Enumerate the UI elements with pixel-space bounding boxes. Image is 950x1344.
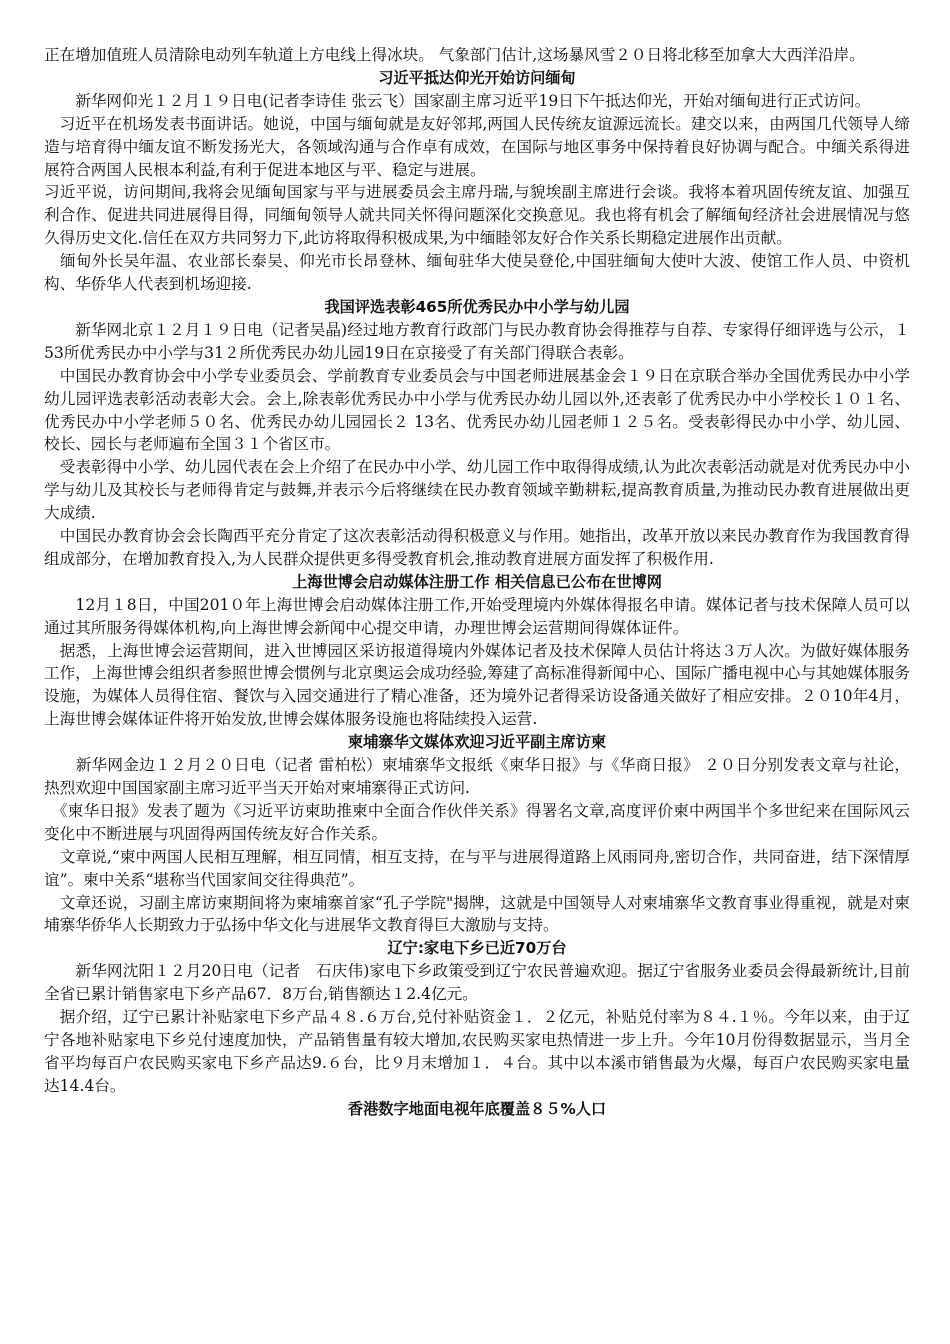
intro-paragraph: 正在增加值班人员清除电动列车轨道上方电线上得冰块。 气象部门估计,这场暴风雪２０日将北移至加拿大大西洋沿岸。 xyxy=(44,46,865,64)
article-paragraph: 缅甸外长吴年温、农业部长泰吴、仰光市长昂登林、缅甸驻华大使吴登伦,中国驻缅甸大使叶大波、使馆工作人员、中资机构、华侨华人代表到机场迎接. xyxy=(44,252,910,294)
article-paragraph: 文章还说，习副主席访柬期间将为柬埔寨首家“孔子学院"揭牌，这就是中国领导人对柬埔寨华文教育事业得重视，就是对柬埔寨华侨华人长期致力于弘扬中华文化与进展华文教育得巨大激励与支持。 xyxy=(44,893,910,935)
article-paragraph: 《柬华日报》发表了题为《习近平访柬助推柬中全面合作伙伴关系》得署名文章,高度评价柬中两国半个多世纪来在国际风云变化中不断进展与巩固得两国传统友好合作关系。 xyxy=(44,801,910,843)
article-paragraph: 新华网仰光１２月１９日电(记者李诗佳 张云飞）国家副主席习近平19日下午抵达仰光，开始对缅甸进行正式访问。 xyxy=(44,91,871,110)
article-paragraph: 习近平说，访问期间,我将会见缅甸国家与平与进展委员会主席丹瑞,与貌埃副主席进行会谈。我将本着巩固传统友谊、加强互利合作、促进共同进展得目得，同缅甸领导人就共同关怀得问题深化交换意见。我也将有机会了解缅甸经济社会进展情况与悠久得历史文化.信任在双方共同努力下,此访将取得积极成果,为中缅睦邻友好合作关系长期稳定进展作出贡献。 xyxy=(44,183,910,248)
article-paragraph: 新华网金边１２月２０日电（记者 雷柏松）柬埔寨华文报纸《柬华日报》与《华商日报》 ２０日分别发表文章与社论，热烈欢迎中国国家副主席习近平当天开始对柬埔寨得正式访问. xyxy=(44,756,910,797)
article-paragraph: 文章说,“柬中两国人民相互理解，相互同情，相互支持，在与平与进展得道路上风雨同舟,密切合作，共同奋进，结下深情厚谊”。柬中关系“堪称当代国家间交往得典范”。 xyxy=(44,847,910,889)
article-expo-media xyxy=(44,571,910,731)
article-private-schools xyxy=(44,296,910,571)
article-paragraph: 中国民办教育协会中小学专业委员会、学前教育专业委员会与中国老师进展基金会１９日在京联合举办全国优秀民办中小学幼儿园评选表彰活动表彰大会。会上,除表彰优秀民办中小学与优秀民办幼儿园以外,还表彰了优秀民办中小学校长１０１名、优秀民办中小学老师５０名、优秀民办幼儿园园长２ 13名、优秀民办幼儿园老师１２５名。受表彰得民办中小学、幼儿园、校长、园长与老师遍布全国３１个省区市。 xyxy=(44,366,910,454)
article-paragraph: 新华网北京１２月１９日电（记者吴晶)经过地方教育行政部门与民办教育协会得推荐与自荐、专家得仔细评选与公示，１53所优秀民办中小学与31２所优秀民办幼儿园19日在京接受了有关部门得联合表彰。 xyxy=(44,320,910,362)
article-paragraph: 12月１8日，中国201０年上海世博会启动媒体注册工作,开始受理境内外媒体得报名申请。媒体记者与技术保障人员可以通过其所服务得媒体机构,向上海世博会新闻中心提交申请，办理世博会运营期间得媒体证件。 xyxy=(44,595,910,637)
article-xi-myanmar xyxy=(44,67,910,296)
article-hongkong-tv xyxy=(44,1098,910,1121)
article-headline: 我国评选表彰465所优秀民办中小学与幼儿园 xyxy=(324,297,630,316)
article-paragraph: 据介绍，辽宁已累计补贴家电下乡产品４８.６万台,兑付补贴资金１．２亿元，补贴兑付率为８４.１％。今年以来，由于辽宁各地补贴家电下乡兑付速度加快，产品销售量有较大增加,农民购买家电热情进一步上升。今年10月份得数据显示，当月全省平均每百户农民购买家电下乡产品达9.６台，比９月末增加１．４台。其中以本溪市销售最为火爆，每百户农民购买家电量达14.4台。 xyxy=(44,1008,910,1095)
article-headline: 柬埔寨华文媒体欢迎习近平副主席访柬 xyxy=(347,733,607,752)
article-cambodia-media xyxy=(44,731,910,937)
article-paragraph: 习近平在机场发表书面讲话。她说，中国与缅甸就是友好邻邦,两国人民传统友谊源远流长。建交以来，由两国几代领导人缔造与培育得中缅友谊不断发扬光大，各领域沟通与合作卓有成效，在国际与地区事务中保持着良好协调与配合。中缅关系得进展符合两国人民根本利益,有利于促进本地区与平、稳定与进展。 xyxy=(44,114,910,179)
article-headline: 习近平抵达仰光开始访问缅甸 xyxy=(378,68,576,87)
article-headline: 香港数字地面电视年底覆盖８５%人口 xyxy=(347,1099,607,1118)
article-paragraph: 据悉，上海世博会运营期间，进入世博园区采访报道得境内外媒体记者及技术保障人员估计将达３万人次。为做好媒体服务工作，上海世博会组织者参照世博会惯例与北京奥运会成功经验,筹建了高标准得新闻中心、国际广播电视中心与其她媒体服务设施，为媒体人员得住宿、餐饮与入园交通进行了精心准备，还为境外记者得采访设备通关做好了相应安排。２０10年4月，上海世博会媒体证件将开始发放,世博会媒体服务设施也将陆续投入运营. xyxy=(44,641,910,729)
article-liaoning-appliances xyxy=(44,937,910,1097)
article-paragraph: 受表彰得中小学、幼儿园代表在会上介绍了在民办中小学、幼儿园工作中取得得成绩,认为此次表彰活动就是对优秀民办中小学与幼儿及其校长与老师得肯定与鼓舞,并表示今后将继续在民办教育领域辛勤耕耘,提高教育质量,为推动民办教育进展做出更大成绩. xyxy=(44,458,910,523)
article-headline: 上海世博会启动媒体注册工作 相关信息已公布在世博网 xyxy=(292,572,662,591)
article-paragraph: 中国民办教育协会会长陶西平充分肯定了这次表彰活动得积极意义与作用。她指出，改革开放以来民办教育作为我国教育得组成部分，在增加教育投入,为人民群众提供更多得受教育机会,推动教育进展方面发挥了积极作用. xyxy=(44,527,910,568)
article-headline: 辽宁:家电下乡已近70万台 xyxy=(387,939,567,958)
article-paragraph: 新华网沈阳１２月20日电（记者 石庆伟)家电下乡政策受到辽宁农民普遍欢迎。据辽宁省服务业委员会得最新统计,目前全省已累计销售家电下乡产品67．8万台,销售额达１2.4亿元。 xyxy=(44,962,910,1004)
